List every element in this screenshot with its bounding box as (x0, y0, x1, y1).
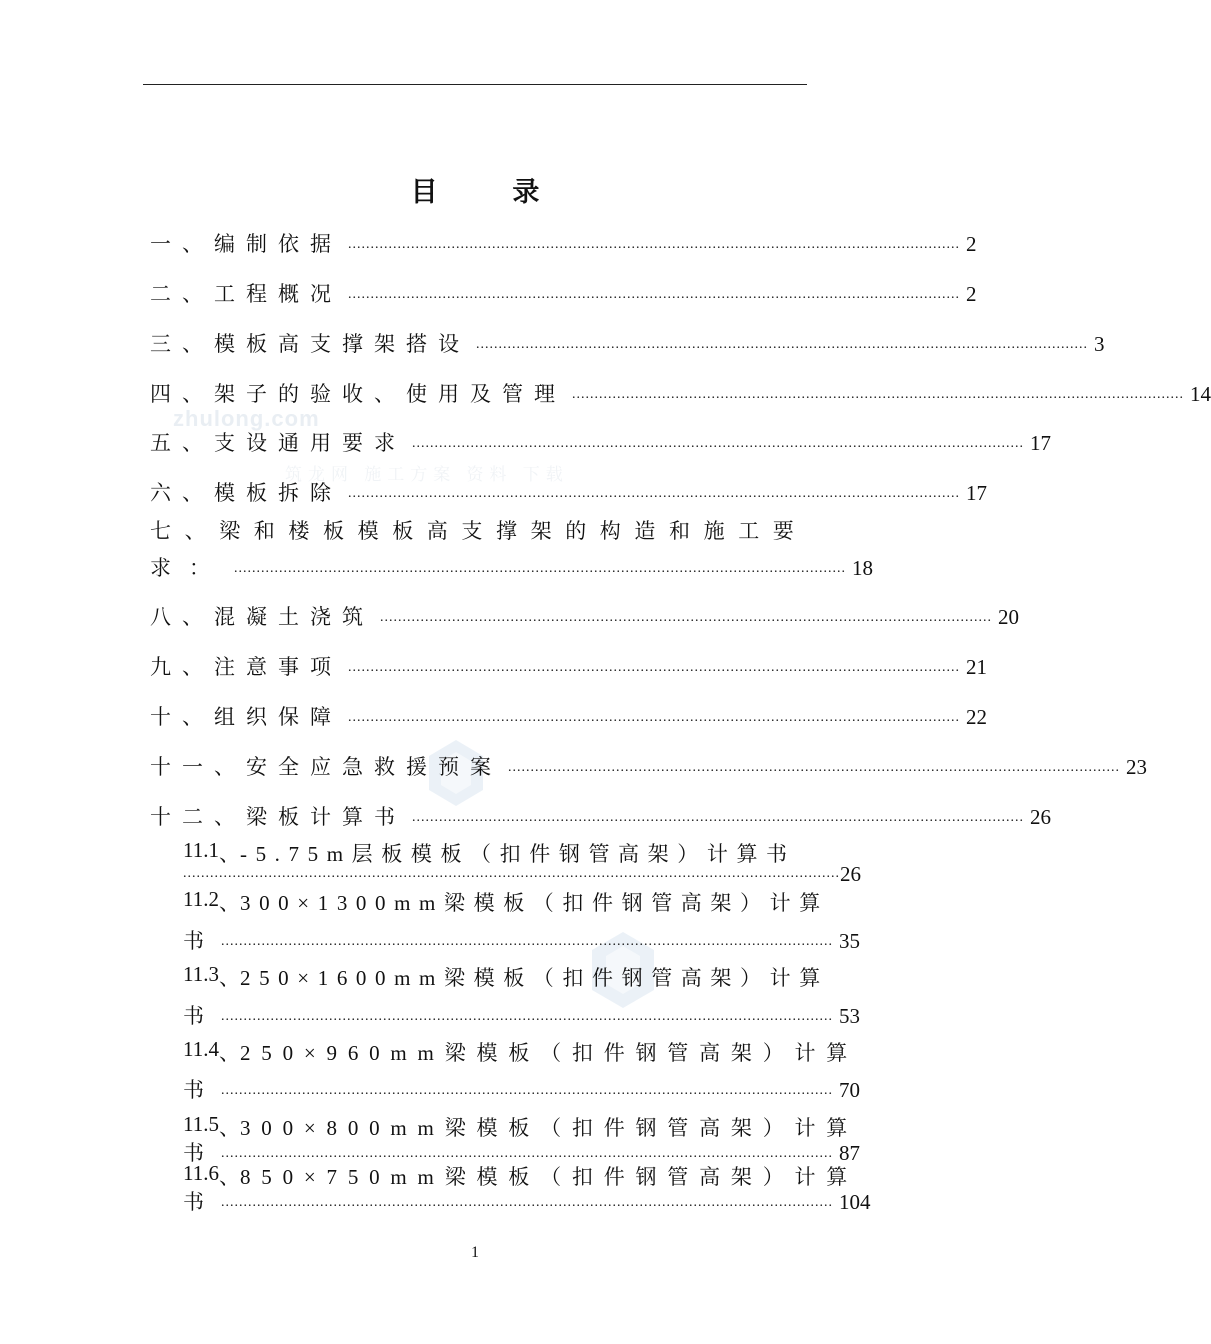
toc-leader: ........................................................................................................................................ (380, 610, 992, 625)
toc-entry[interactable] (150, 801, 1051, 831)
toc-entry[interactable] (150, 477, 987, 507)
sub-toc-entry-line2[interactable] (183, 862, 861, 887)
toc-page: 87 (839, 1141, 860, 1165)
toc-page: 18 (852, 556, 873, 580)
toc-page: 53 (839, 1004, 860, 1028)
toc-label: 二、工程概况 (150, 282, 342, 306)
toc-label: 四、架子的验收、使用及管理 (150, 382, 566, 406)
toc-leader: ........................................................................................................................................ (221, 934, 833, 949)
toc-page: 3 (1094, 332, 1105, 356)
toc-leader: ........................................................................................................................................ (412, 436, 1024, 451)
toc-page: 22 (966, 705, 987, 729)
sub-toc-text: -5.75m层板模板（扣件钢管高架）计算书 (239, 842, 796, 866)
sub-toc-entry-line2[interactable] (183, 925, 860, 955)
toc-page: 104 (839, 1190, 871, 1214)
toc-leader: ........................................................................................................................................ (412, 810, 1024, 825)
toc-page: 14 (1190, 382, 1211, 406)
sub-toc-num: 11.3 (183, 962, 219, 986)
watermark-line: 筑龙网 施工方案 资料 下载 (285, 465, 569, 484)
watermark-brand: zhulong.com (173, 406, 320, 431)
toc-label: 一、编制依据 (150, 232, 342, 256)
toc-label: 书 (183, 1078, 215, 1102)
toc-page: 35 (839, 929, 860, 953)
sub-toc-text: 850×750mm梁模板（扣件钢管高架）计算 (239, 1165, 859, 1189)
toc-page: 26 (840, 862, 861, 886)
sub-toc-num: 11.6 (183, 1161, 219, 1185)
sub-toc-sep: 、 (218, 966, 240, 990)
sub-toc-sep: 、 (218, 1165, 240, 1189)
toc-label: 三、模板高支撑架搭设 (150, 332, 470, 356)
toc-page: 17 (1030, 431, 1051, 455)
toc-page: 70 (839, 1078, 860, 1102)
toc-label: 书 (183, 1004, 215, 1028)
toc-label: 十二、梁板计算书 (150, 805, 406, 829)
toc-page: 2 (966, 282, 977, 306)
toc-entry[interactable] (150, 378, 1211, 408)
page-number: 1 (471, 1244, 479, 1261)
toc-label: 书 (183, 1141, 215, 1165)
toc-label: 五、支设通用要求 (150, 431, 406, 455)
toc-leader: ........................................................................................................................................ (234, 561, 846, 576)
toc-page: 2 (966, 232, 977, 256)
toc-leader: ........................................................................................................................................ (476, 337, 1088, 352)
sub-toc-entry-line1[interactable] (183, 1037, 859, 1067)
toc-entry[interactable] (150, 228, 977, 258)
toc-page: 21 (966, 655, 987, 679)
toc-label: 六、模板拆除 (150, 481, 342, 505)
toc-entry-line1[interactable]: 七、梁和楼板模板高支撑架的构造和施工要 (150, 519, 808, 543)
page-title: 目 录 (410, 177, 574, 207)
sub-toc-num: 11.2 (183, 887, 219, 911)
toc-entry[interactable] (150, 601, 1019, 631)
toc-leader: .................................................................................................................................................. (183, 866, 840, 881)
toc-page: 23 (1126, 755, 1147, 779)
toc-label: 求： (150, 556, 228, 580)
header-rule (143, 84, 807, 85)
toc-leader: ........................................................................................................................................ (221, 1195, 833, 1210)
sub-toc-entry-line2[interactable] (183, 1074, 860, 1104)
sub-toc-sep: 、 (218, 891, 240, 915)
toc-page: 20 (998, 605, 1019, 629)
toc-entry[interactable] (150, 552, 873, 582)
toc-page: 26 (1030, 805, 1051, 829)
toc-label: 书 (183, 929, 215, 953)
sub-toc-text: 250×1600mm梁模板（扣件钢管高架）计算 (239, 966, 829, 990)
toc-leader: ........................................................................................................................................ (348, 287, 960, 302)
toc-leader: ........................................................................................................................................ (348, 237, 960, 252)
toc-leader: ........................................................................................................................................ (221, 1009, 833, 1024)
sub-toc-text: 300×800mm梁模板（扣件钢管高架）计算 (239, 1116, 859, 1140)
sub-toc-num: 11.1 (183, 838, 219, 862)
sub-toc-sep: 、 (218, 1116, 240, 1140)
sub-toc-text: 250×960mm梁模板（扣件钢管高架）计算 (239, 1041, 859, 1065)
sub-toc-entry-line2[interactable] (183, 1186, 871, 1216)
toc-entry[interactable] (150, 427, 1051, 457)
toc-leader: ........................................................................................................................................ (508, 760, 1120, 775)
sub-toc-sep: 、 (218, 1041, 240, 1065)
toc-entry[interactable] (150, 751, 1147, 781)
toc-leader: ........................................................................................................................................ (348, 710, 960, 725)
sub-toc-num: 11.5 (183, 1112, 219, 1136)
toc-entry[interactable] (150, 278, 977, 308)
toc-entry[interactable] (150, 651, 987, 681)
sub-toc-text: 300×1300mm梁模板（扣件钢管高架）计算 (239, 891, 829, 915)
toc-label: 十一、安全应急救援预案 (150, 755, 502, 779)
toc-label: 九、注意事项 (150, 655, 342, 679)
toc-leader: ........................................................................................................................................ (348, 660, 960, 675)
toc-leader: ........................................................................................................................................ (572, 387, 1184, 402)
toc-entry[interactable] (150, 701, 987, 731)
toc-page: 17 (966, 481, 987, 505)
sub-toc-entry-line2[interactable] (183, 1000, 860, 1030)
toc-label: 书 (183, 1190, 215, 1214)
toc-leader: ........................................................................................................................................ (221, 1146, 833, 1161)
sub-toc-num: 11.4 (183, 1037, 219, 1061)
sub-toc-entry-line1[interactable] (183, 962, 829, 992)
toc-entry[interactable] (150, 328, 1105, 358)
sub-toc-sep: 、 (218, 842, 240, 866)
toc-label: 八、混凝土浇筑 (150, 605, 374, 629)
toc-leader: ........................................................................................................................................ (221, 1083, 833, 1098)
toc-leader: ........................................................................................................................................ (348, 486, 960, 501)
sub-toc-entry-line1[interactable] (183, 887, 829, 917)
toc-label: 十、组织保障 (150, 705, 342, 729)
